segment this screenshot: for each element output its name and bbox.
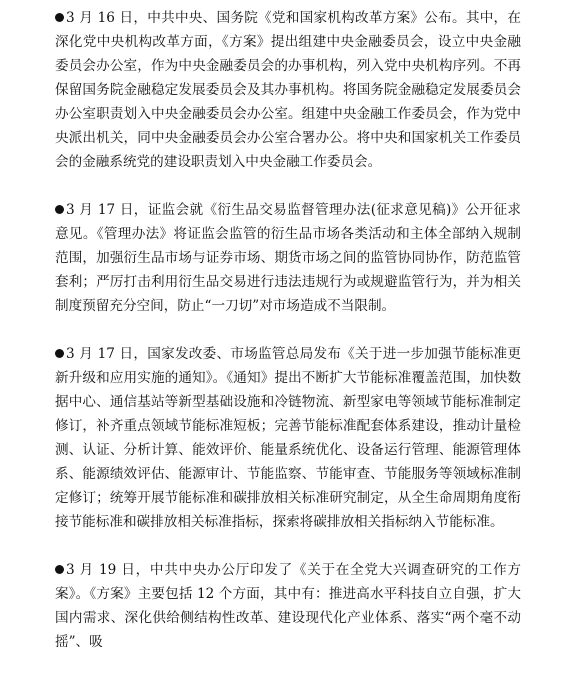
bullet-icon: [55, 13, 64, 22]
bullet-icon: [55, 205, 64, 214]
bullet-icon: [55, 565, 64, 574]
news-item-text: 3 月 17 日，国家发改委、市场监管总局发布《关于进一步加强节能标准更新升级和应用实施的通知》。《通知》提出不断扩大节能标准覆盖范围，加快数据中心、通信基站等新型基础设施和冷链物流、新型家电等领域节能标准制定修订，补齐重点领域节能标准短板；完善节能标准配套体系建设，推动计量检测、认证、分析计算、能效评价、能量系统优化、设备运行管理、能源管理体系、能源绩效评估、能源审计、节能监察、节能审查、节能服务等领域标准制定修订；统筹开展节能标准和碳排放相关标准研究制定，从全生命周期角度衔接节能标准和碳排放相关标准指标，探索将碳排放相关指标纳入节能标准。: [55, 346, 521, 530]
news-item: [55, 6, 521, 174]
news-item-text: 3 月 16 日，中共中央、国务院《党和国家机构改革方案》公布。其中，在深化党中央机构改革方面，《方案》提出组建中央金融委员会，设立中央金融委员会办公室，作为中央金融委员会的办事机构，列入党中央机构序列。不再保留国务院金融稳定发展委员会及其办事机构。将国务院金融稳定发展委员会办公室职责划入中央金融委员会办公室。组建中央金融工作委员会，作为党中央派出机关，同中央金融委员会办公室合署办公。将中央和国家机关工作委员会的金融系统党的建设职责划入中央金融工作委员会。: [55, 10, 521, 170]
news-item: [55, 198, 521, 318]
news-item-text: 3 月 17 日，证监会就《衍生品交易监督管理办法(征求意见稿)》公开征求意见。《管理办法》将证监会监管的衍生品市场各类活动和主体全部纳入规制范围，加强衍生品市场与证券市场、期货市场之间的监管协同协作，防范监管套利；严厉打击利用衍生品交易进行违法违规行为或规避监管行为，并为相关制度预留充分空间，防止“一刀切”对市场造成不当限制。: [55, 202, 521, 314]
news-item-text: 3 月 19 日，中共中央办公厅印发了《关于在全党大兴调查研究的工作方案》。《方案》主要包括 12 个方面，其中有：推进高水平科技自立自强，扩大国内需求、深化供给侧结构性改革、建设现代化产业体系、落实“两个毫不动摇”、吸: [55, 562, 521, 650]
document-body: [55, 6, 521, 654]
news-item: [55, 342, 521, 534]
news-item: [55, 558, 521, 654]
bullet-icon: [55, 349, 64, 358]
